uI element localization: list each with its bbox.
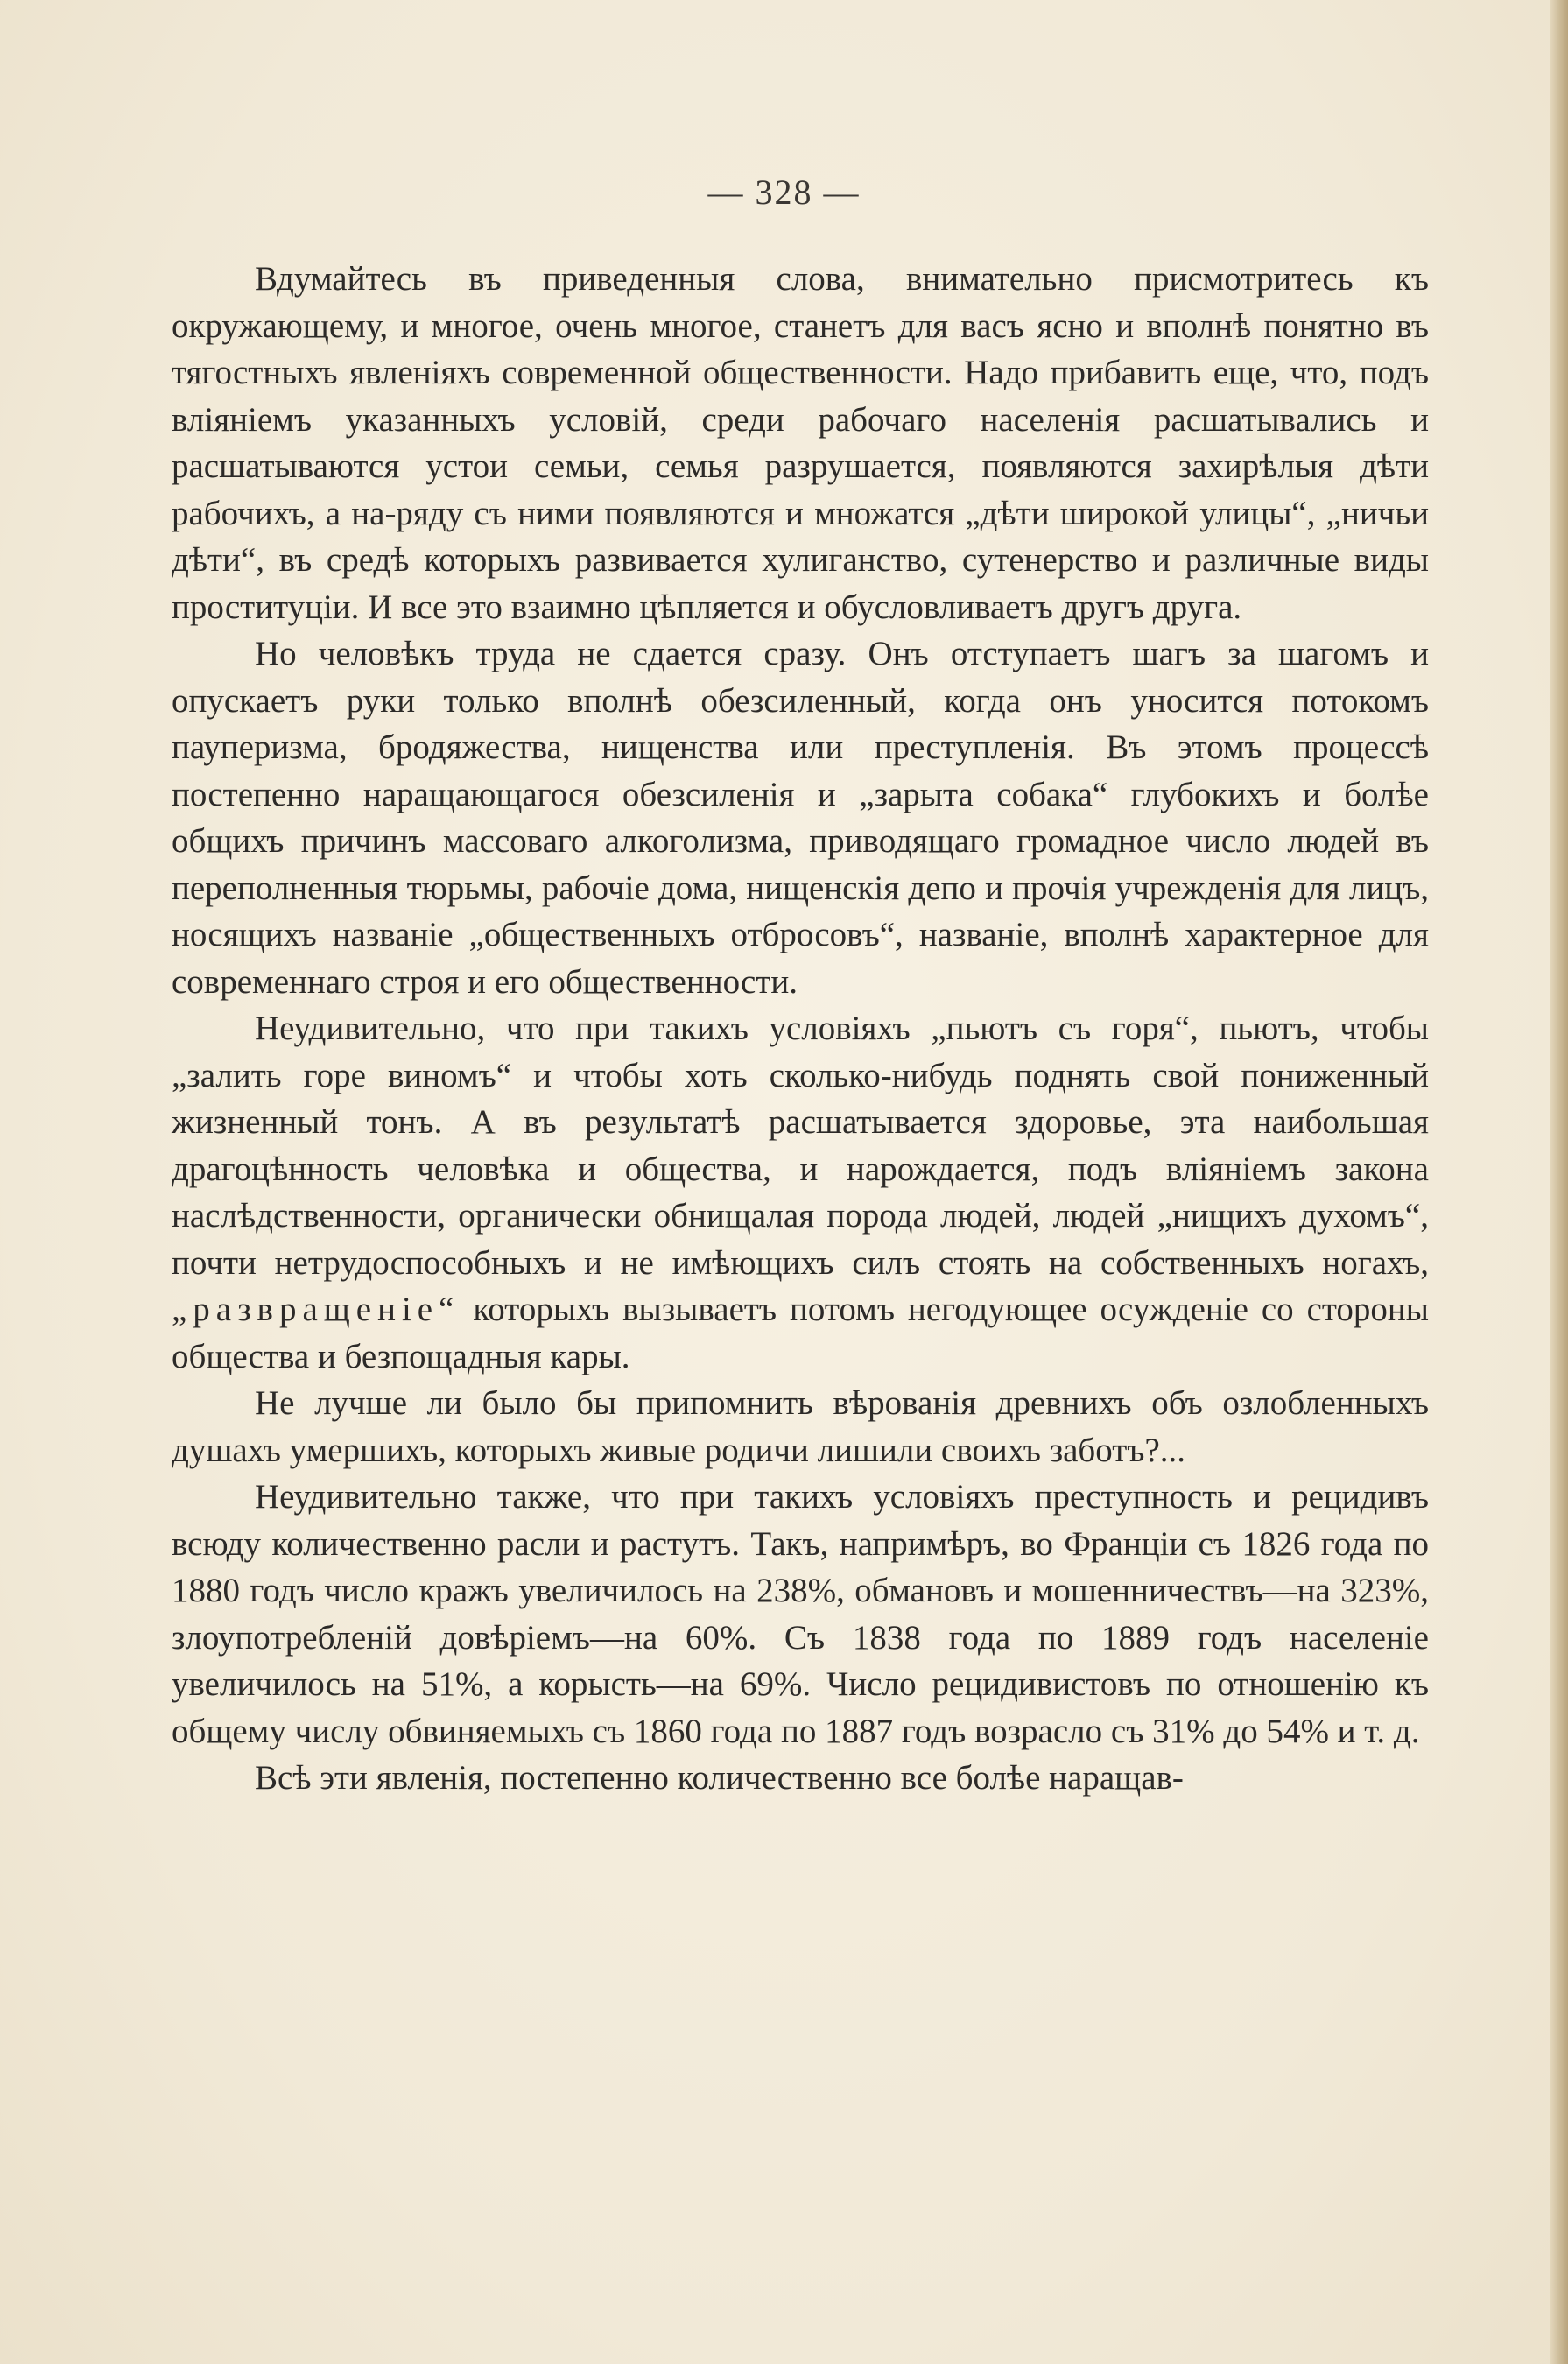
- paragraph-4: Не лучше ли было бы припомнить вѣрованія древнихъ объ озлобленныхъ душахъ умершихъ, которыхъ живые родичи лишили своихъ заботъ?...: [172, 1384, 1429, 1469]
- paragraph-3-text-after: которыхъ вызываетъ потомъ негодующее осужденіе со стороны общества и безпощадныя кары.: [172, 1291, 1429, 1375]
- paragraph-2: Но человѣкъ труда не сдается сразу. Онъ отступаетъ шагъ за шагомъ и опускаетъ руки только вполнѣ обезсиленный, когда онъ уносится потокомъ пауперизма, бродяжества, нищенства или преступленія. Въ этомъ процессѣ постепенно наращающагося обезсиленія и „зарыта собака“ глубокихъ и болѣе общихъ причинъ массоваго алкоголизма, приводящаго громадное число людей въ переполненныя тюрьмы, рабочіе дома, нищенскія депо и прочія учрежденія для лицъ, носящихъ названіе „общественныхъ отбросовъ“, названіе, вполнѣ характерное для современнаго строя и его общественности.: [172, 635, 1429, 1001]
- paragraph-1: Вдумайтесь въ приведенныя слова, внимательно присмотритесь къ окружающему, и многое, очень многое, станетъ для васъ ясно и вполнѣ понятно въ тягостныхъ явленіяхъ современной общественности. Надо прибавить еще, что, подъ вліяніемъ указанныхъ условій, среди рабочаго населенія расшатывались и расшатываются устои семьи, семья разрушается, появляются захирѣлыя дѣти рабочихъ, а на-ряду съ ними появляются и множатся „дѣти широкой улицы“, „ничьи дѣти“, въ средѣ которыхъ развивается хулиганство, сутенерство и различные виды проституціи. И все это взаимно цѣпляется и обусловливаетъ другъ друга.: [172, 260, 1429, 626]
- page-number: — 328 —: [707, 172, 861, 212]
- paragraph-5: Неудивительно также, что при такихъ условіяхъ преступность и рецидивъ всюду количественно расли и растутъ. Такъ, напримѣръ, во Франціи съ 1826 года по 1880 годъ число кражъ увеличилось на 238%, обмановъ и мошенничествъ—на 323%, злоупотребленій довѣріемъ—на 60%. Съ 1838 года по 1889 годъ населеніе увеличилось на 51%, а корысть—на 69%. Число рецидивистовъ по отношенію къ общему числу обвиняемыхъ съ 1860 года по 1887 годъ возрасло съ 31% до 54% и т. д.: [172, 1478, 1429, 1750]
- paragraph-3-text-before: Неудивительно, что при такихъ условіяхъ „пьютъ съ горя“, пьютъ, чтобы „залить горе виномъ“ и чтобы хоть сколько-нибудь поднять свой пониженный жизненный тонъ. А въ результатѣ расшатывается здоровье, эта наибольшая драгоцѣнность человѣка и общества, и нарождается, подъ вліяніемъ закона наслѣдственности, органически обнищалая порода людей, людей „нищихъ духомъ“, почти нетрудоспособныхъ и не имѣющихъ силъ стоять на собственныхъ ногахъ,: [172, 1010, 1429, 1282]
- paragraph-6: Всѣ эти явленія, постепенно количественно все болѣе наращав-: [255, 1759, 1184, 1797]
- paragraph-3: [172, 1005, 1429, 1380]
- page-edge-shadow: [1550, 0, 1568, 2364]
- body-text: [172, 256, 1429, 1802]
- paragraph-3-spaced-word: „развращеніе“: [172, 1291, 461, 1328]
